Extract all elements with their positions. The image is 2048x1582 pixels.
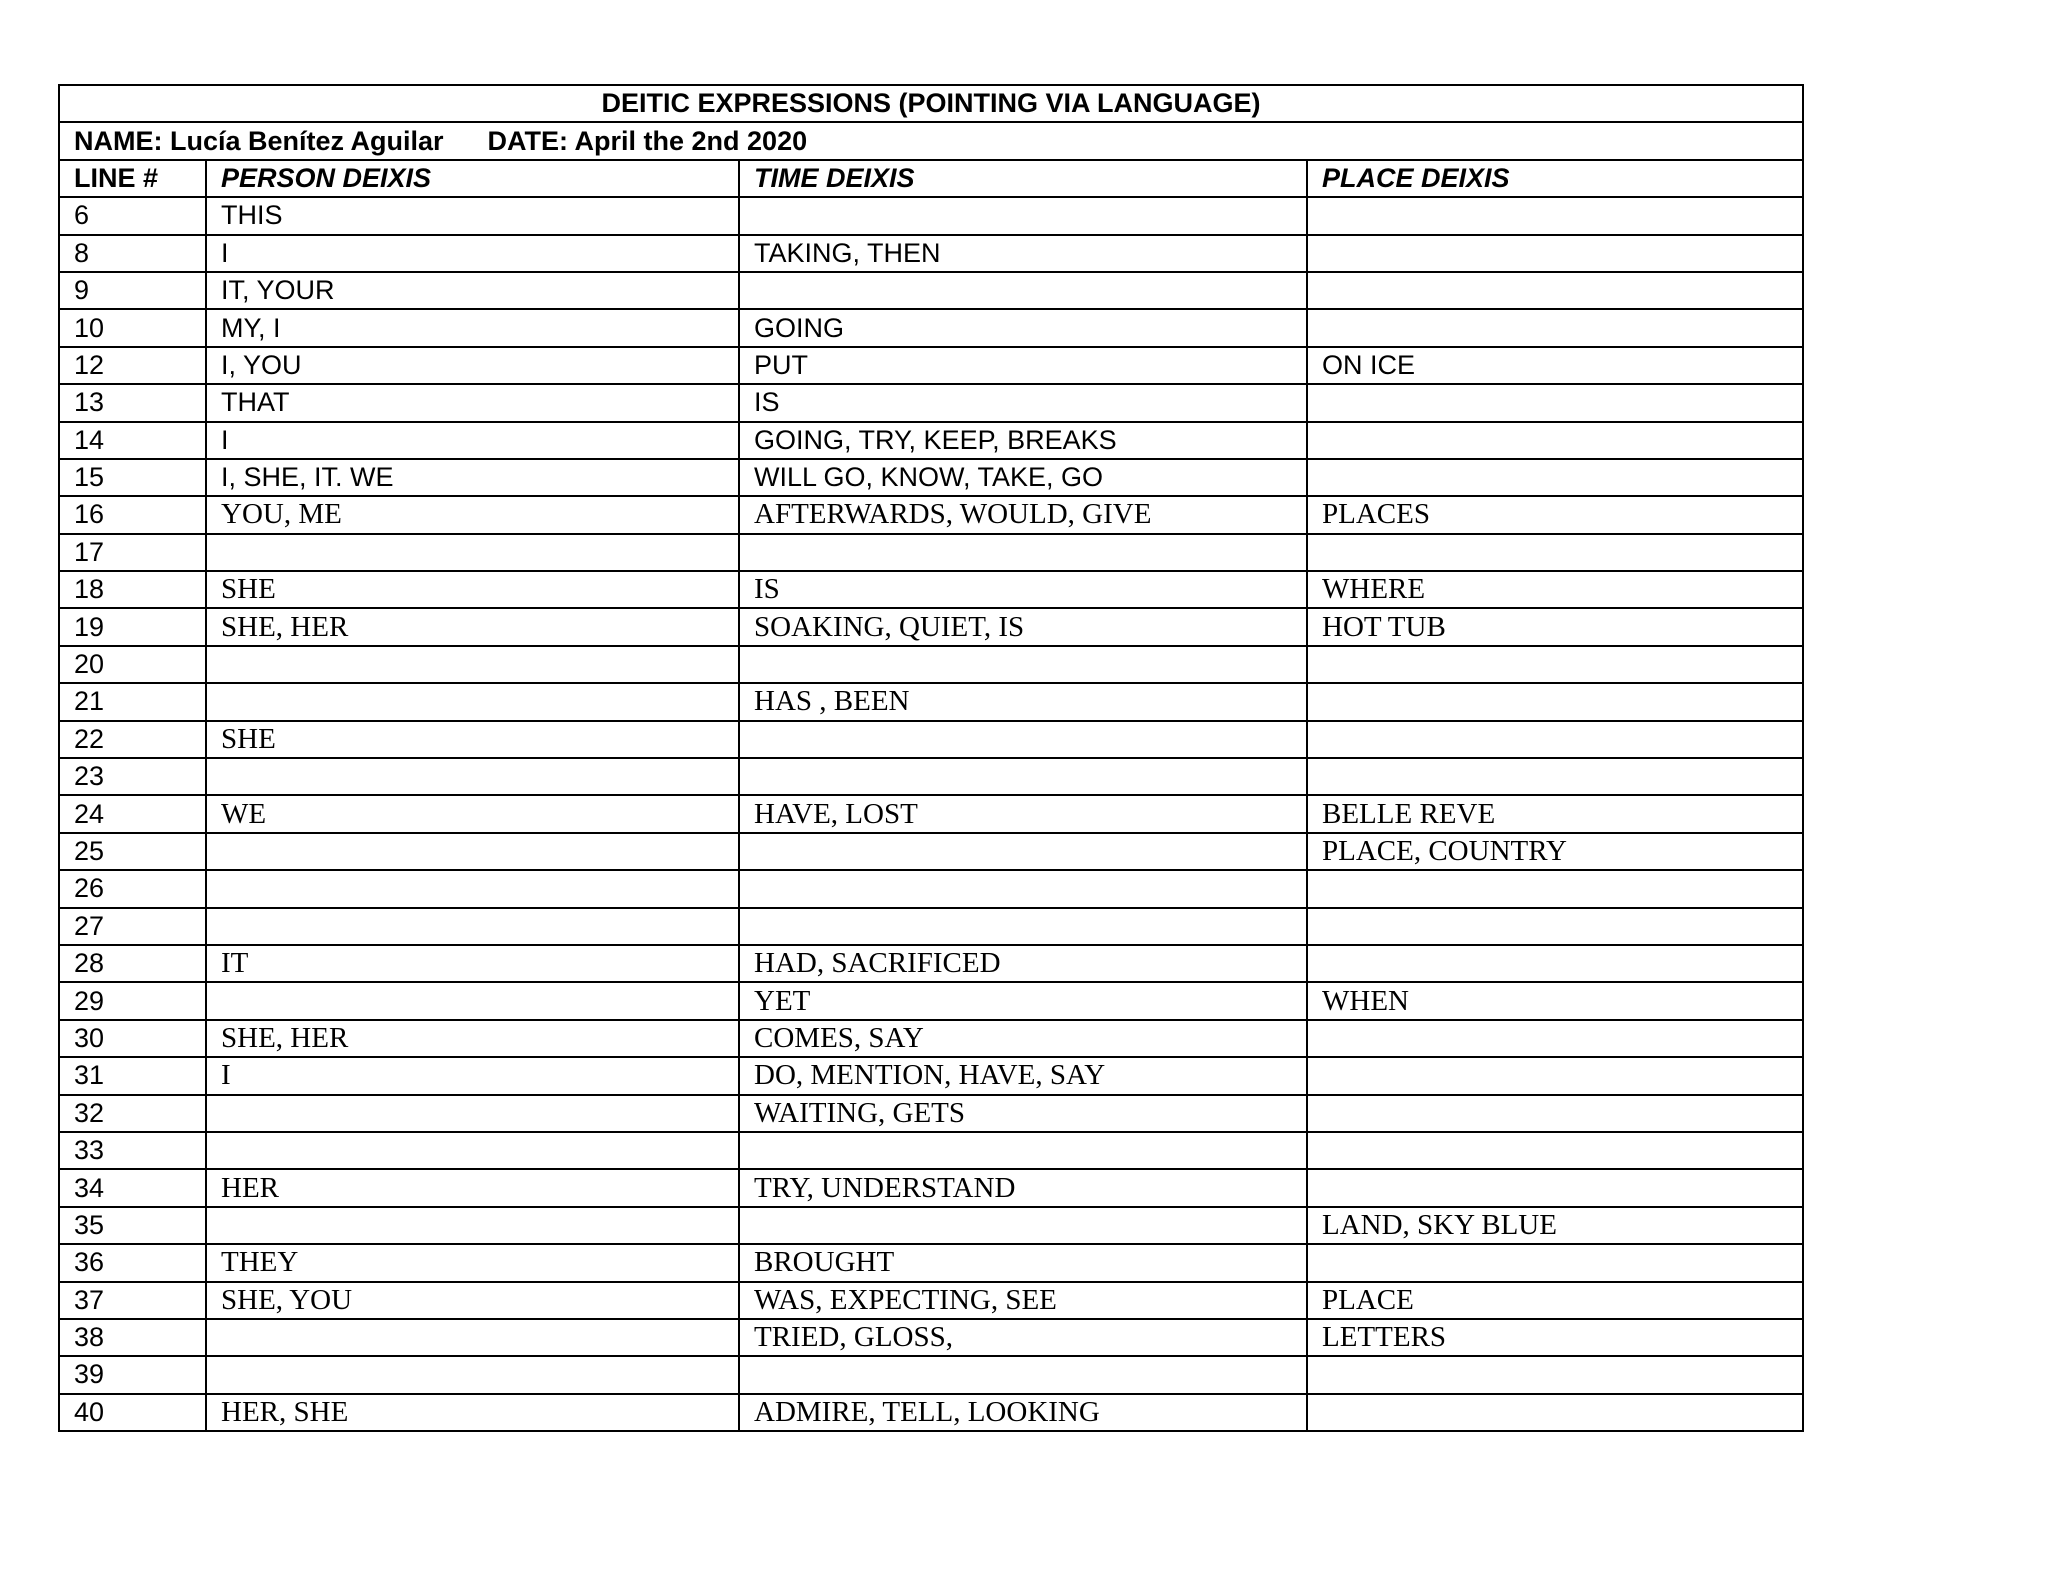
line-number-cell: 40 (59, 1394, 206, 1431)
place-deixis-cell: PLACE (1307, 1282, 1803, 1319)
line-number-cell: 22 (59, 721, 206, 758)
place-deixis-cell (1307, 1169, 1803, 1206)
table-row (59, 534, 1803, 571)
time-deixis-cell: WAS, EXPECTING, SEE (739, 1282, 1307, 1319)
table-row (59, 1394, 1803, 1431)
place-deixis-cell (1307, 309, 1803, 346)
line-number-cell: 36 (59, 1244, 206, 1281)
line-number-cell: 30 (59, 1020, 206, 1057)
place-deixis-cell (1307, 1132, 1803, 1169)
line-number-cell: 27 (59, 908, 206, 945)
table-row (59, 459, 1803, 496)
table-row (59, 646, 1803, 683)
worksheet-date: DATE: April the 2nd 2020 (487, 125, 808, 156)
place-deixis-cell (1307, 384, 1803, 421)
time-deixis-cell: WILL GO, KNOW, TAKE, GO (739, 459, 1307, 496)
person-deixis-cell: IT, YOUR (206, 272, 739, 309)
person-deixis-cell: SHE, HER (206, 1020, 739, 1057)
line-number-cell: 14 (59, 422, 206, 459)
place-deixis-cell (1307, 721, 1803, 758)
person-deixis-cell: SHE (206, 571, 739, 608)
line-number-cell: 12 (59, 347, 206, 384)
time-deixis-cell: IS (739, 384, 1307, 421)
place-deixis-cell (1307, 945, 1803, 982)
place-deixis-cell: BELLE REVE (1307, 795, 1803, 832)
line-number-cell: 26 (59, 870, 206, 907)
person-deixis-cell (206, 683, 739, 720)
person-deixis-cell: I, SHE, IT. WE (206, 459, 739, 496)
time-deixis-cell: TRIED, GLOSS, (739, 1319, 1307, 1356)
person-deixis-cell: THAT (206, 384, 739, 421)
time-deixis-cell: TAKING, THEN (739, 235, 1307, 272)
deixis-table (58, 84, 1804, 1432)
table-row (59, 422, 1803, 459)
person-deixis-cell (206, 1356, 739, 1393)
line-number-cell: 8 (59, 235, 206, 272)
place-deixis-cell: LAND, SKY BLUE (1307, 1207, 1803, 1244)
line-number-cell: 6 (59, 197, 206, 234)
line-number-cell: 10 (59, 309, 206, 346)
line-number-cell: 9 (59, 272, 206, 309)
person-deixis-cell (206, 870, 739, 907)
table-row (59, 683, 1803, 720)
time-deixis-cell: AFTERWARDS, WOULD, GIVE (739, 496, 1307, 533)
person-deixis-cell: WE (206, 795, 739, 832)
table-row (59, 608, 1803, 645)
time-deixis-cell (739, 908, 1307, 945)
student-name: NAME: Lucía Benítez Aguilar (74, 125, 444, 156)
table-row (59, 384, 1803, 421)
time-deixis-cell: YET (739, 982, 1307, 1019)
header-time-deixis: TIME DEIXIS (739, 160, 1307, 197)
place-deixis-cell (1307, 758, 1803, 795)
line-number-cell: 17 (59, 534, 206, 571)
person-deixis-cell (206, 1095, 739, 1132)
time-deixis-cell: HAS , BEEN (739, 683, 1307, 720)
person-deixis-cell (206, 646, 739, 683)
person-deixis-cell: HER (206, 1169, 739, 1206)
time-deixis-cell: PUT (739, 347, 1307, 384)
person-deixis-cell: I (206, 422, 739, 459)
place-deixis-cell (1307, 235, 1803, 272)
place-deixis-cell (1307, 870, 1803, 907)
time-deixis-cell: SOAKING, QUIET, IS (739, 608, 1307, 645)
table-row (59, 197, 1803, 234)
time-deixis-cell (739, 758, 1307, 795)
header-line-number: LINE # (59, 160, 206, 197)
person-deixis-cell (206, 758, 739, 795)
time-deixis-cell (739, 1207, 1307, 1244)
table-row (59, 795, 1803, 832)
place-deixis-cell (1307, 197, 1803, 234)
person-deixis-cell (206, 1132, 739, 1169)
line-number-cell: 19 (59, 608, 206, 645)
table-row (59, 571, 1803, 608)
place-deixis-cell (1307, 1095, 1803, 1132)
table-row (59, 272, 1803, 309)
person-deixis-cell: SHE, YOU (206, 1282, 739, 1319)
place-deixis-cell (1307, 908, 1803, 945)
person-deixis-cell: MY, I (206, 309, 739, 346)
time-deixis-cell: GOING (739, 309, 1307, 346)
person-deixis-cell: SHE (206, 721, 739, 758)
table-row (59, 1169, 1803, 1206)
place-deixis-cell (1307, 1057, 1803, 1094)
place-deixis-cell: PLACE, COUNTRY (1307, 833, 1803, 870)
person-deixis-cell: YOU, ME (206, 496, 739, 533)
place-deixis-cell (1307, 1244, 1803, 1281)
time-deixis-cell (739, 534, 1307, 571)
time-deixis-cell (739, 1356, 1307, 1393)
line-number-cell: 15 (59, 459, 206, 496)
table-row (59, 235, 1803, 272)
time-deixis-cell: GOING, TRY, KEEP, BREAKS (739, 422, 1307, 459)
line-number-cell: 29 (59, 982, 206, 1019)
table-row (59, 908, 1803, 945)
place-deixis-cell: ON ICE (1307, 347, 1803, 384)
person-deixis-cell: SHE, HER (206, 608, 739, 645)
line-number-cell: 34 (59, 1169, 206, 1206)
place-deixis-cell (1307, 1020, 1803, 1057)
person-deixis-cell (206, 1319, 739, 1356)
place-deixis-cell (1307, 459, 1803, 496)
person-deixis-cell: I, YOU (206, 347, 739, 384)
place-deixis-cell (1307, 1356, 1803, 1393)
line-number-cell: 33 (59, 1132, 206, 1169)
place-deixis-cell (1307, 272, 1803, 309)
line-number-cell: 13 (59, 384, 206, 421)
table-row (59, 1020, 1803, 1057)
place-deixis-cell (1307, 646, 1803, 683)
place-deixis-cell (1307, 534, 1803, 571)
person-deixis-cell: HER, SHE (206, 1394, 739, 1431)
time-deixis-cell (739, 721, 1307, 758)
time-deixis-cell: WAITING, GETS (739, 1095, 1307, 1132)
person-deixis-cell (206, 982, 739, 1019)
time-deixis-cell: ADMIRE, TELL, LOOKING (739, 1394, 1307, 1431)
table-row (59, 347, 1803, 384)
time-deixis-cell: BROUGHT (739, 1244, 1307, 1281)
table-row (59, 1244, 1803, 1281)
time-deixis-cell: HAD, SACRIFICED (739, 945, 1307, 982)
line-number-cell: 35 (59, 1207, 206, 1244)
time-deixis-cell (739, 197, 1307, 234)
time-deixis-cell: IS (739, 571, 1307, 608)
table-row (59, 982, 1803, 1019)
table-row (59, 1057, 1803, 1094)
place-deixis-cell: WHERE (1307, 571, 1803, 608)
line-number-cell: 18 (59, 571, 206, 608)
table-row (59, 833, 1803, 870)
line-number-cell: 32 (59, 1095, 206, 1132)
line-number-cell: 24 (59, 795, 206, 832)
time-deixis-cell: HAVE, LOST (739, 795, 1307, 832)
time-deixis-cell (739, 272, 1307, 309)
table-row (59, 1356, 1803, 1393)
time-deixis-cell: TRY, UNDERSTAND (739, 1169, 1307, 1206)
person-deixis-cell (206, 833, 739, 870)
table-row (59, 309, 1803, 346)
person-deixis-cell (206, 534, 739, 571)
place-deixis-cell: PLACES (1307, 496, 1803, 533)
table-title: DEITIC EXPRESSIONS (POINTING VIA LANGUAGE) (59, 85, 1803, 122)
person-deixis-cell: THEY (206, 1244, 739, 1281)
deixis-worksheet (58, 84, 1802, 1432)
table-row (59, 1207, 1803, 1244)
person-deixis-cell: IT (206, 945, 739, 982)
place-deixis-cell (1307, 683, 1803, 720)
place-deixis-cell: WHEN (1307, 982, 1803, 1019)
header-row (59, 160, 1803, 197)
table-row (59, 870, 1803, 907)
line-number-cell: 31 (59, 1057, 206, 1094)
line-number-cell: 20 (59, 646, 206, 683)
table-row (59, 721, 1803, 758)
place-deixis-cell: HOT TUB (1307, 608, 1803, 645)
place-deixis-cell (1307, 1394, 1803, 1431)
line-number-cell: 21 (59, 683, 206, 720)
person-deixis-cell: I (206, 1057, 739, 1094)
line-number-cell: 37 (59, 1282, 206, 1319)
time-deixis-cell (739, 870, 1307, 907)
table-row (59, 945, 1803, 982)
title-row (59, 85, 1803, 122)
table-row (59, 758, 1803, 795)
table-row (59, 1282, 1803, 1319)
header-place-deixis: PLACE DEIXIS (1307, 160, 1803, 197)
line-number-cell: 25 (59, 833, 206, 870)
line-number-cell: 39 (59, 1356, 206, 1393)
line-number-cell: 23 (59, 758, 206, 795)
time-deixis-cell (739, 646, 1307, 683)
time-deixis-cell: COMES, SAY (739, 1020, 1307, 1057)
time-deixis-cell: DO, MENTION, HAVE, SAY (739, 1057, 1307, 1094)
person-deixis-cell (206, 908, 739, 945)
table-row (59, 1319, 1803, 1356)
table-row (59, 1132, 1803, 1169)
table-row (59, 1095, 1803, 1132)
time-deixis-cell (739, 1132, 1307, 1169)
meta-row (59, 122, 1803, 159)
person-deixis-cell: I (206, 235, 739, 272)
line-number-cell: 28 (59, 945, 206, 982)
line-number-cell: 38 (59, 1319, 206, 1356)
header-person-deixis: PERSON DEIXIS (206, 160, 739, 197)
person-deixis-cell (206, 1207, 739, 1244)
table-row (59, 496, 1803, 533)
time-deixis-cell (739, 833, 1307, 870)
person-deixis-cell: THIS (206, 197, 739, 234)
place-deixis-cell: LETTERS (1307, 1319, 1803, 1356)
line-number-cell: 16 (59, 496, 206, 533)
place-deixis-cell (1307, 422, 1803, 459)
